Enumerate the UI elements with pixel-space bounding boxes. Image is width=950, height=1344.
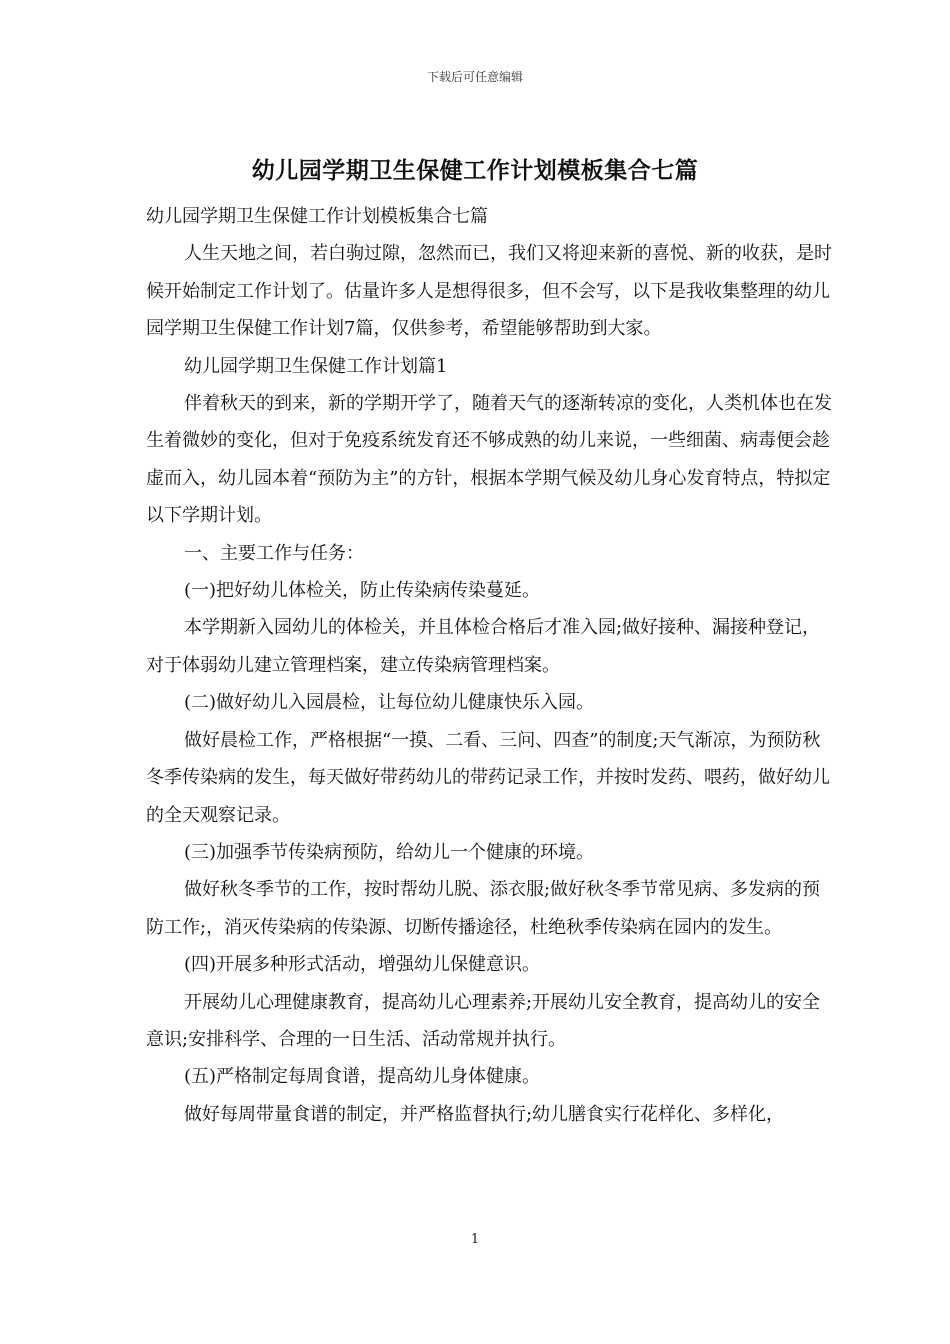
subsection-heading: (一)把好幼儿体检关，防止传染病传染蔓延。 <box>184 580 541 602</box>
subsection-heading: (二)做好幼儿入园晨检，让每位幼儿健康快乐入园。 <box>184 692 595 714</box>
subsection-heading: (四)开展多种形式活动，增强幼儿保健意识。 <box>184 954 541 976</box>
body-paragraph: 做好每周带量食谱的制定，并严格监督执行;幼儿膳食实行花样化、多样化， <box>184 1103 785 1125</box>
subtitle-paragraph: 幼儿园学期卫生保健工作计划模板集合七篇 <box>146 206 488 227</box>
page-header: 下载后可任意编辑 <box>426 70 523 84</box>
section-heading: 一、主要工作与任务： <box>184 542 364 564</box>
body-paragraph: 伴着秋天的到来，新的学期开学了，随着天气的逐渐转凉的变化，人类机体也在发生着微妙的变化，但对于免疫系统发育还不够成熟的幼儿来说，一些细菌、病毒便会趁虚而入，幼儿园本着“预防为主”的方针，根据本学期气候及幼儿身心发育特点，特拟定以下学期计划。 <box>146 393 832 527</box>
document-title: 幼儿园学期卫生保健工作计划模板集合七篇 <box>251 157 699 184</box>
subsection-heading: (五)严格制定每周食谱，提高幼儿身体健康。 <box>184 1066 541 1088</box>
body-paragraph: 做好秋冬季节的工作，按时帮幼儿脱、添衣服;做好秋冬季节常见病、多发病的预防工作;，消灭传染病的传染源、切断传播途径，杜绝秋季传染病在园内的发生。 <box>146 879 821 938</box>
section-heading: 幼儿园学期卫生保健工作计划篇1 <box>184 355 448 377</box>
document-body <box>146 198 836 1133</box>
body-paragraph: 本学期新入园幼儿的体检关，并且体检合格后才准入园;做好接种、漏接种登记，对于体弱幼儿建立管理档案，建立传染病管理档案。 <box>146 617 821 676</box>
intro-paragraph: 人生天地之间，若白驹过隙，忽然而已，我们又将迎来新的喜悦、新的收获，是时候开始制定工作计划了。估量许多人是想得很多，但不会写，以下是我收集整理的幼儿园学期卫生保健工作计划7篇，仅供参考，希望能够帮助到大家。 <box>146 243 832 340</box>
body-paragraph: 开展幼儿心理健康教育，提高幼儿心理素养;开展幼儿安全教育，提高幼儿的安全意识;安排科学、合理的一日生活、活动常规并执行。 <box>146 991 821 1050</box>
page-number: 1 <box>470 1232 480 1247</box>
subsection-heading: (三)加强季节传染病预防，给幼儿一个健康的环境。 <box>184 841 595 863</box>
body-paragraph: 做好晨检工作，严格根据“一摸、二看、三问、四查”的制度;天气渐凉，为预防秋冬季传染病的发生，每天做好带药幼儿的带药记录工作，并按时发药、喂药，做好幼儿的全天观察记录。 <box>146 729 830 826</box>
